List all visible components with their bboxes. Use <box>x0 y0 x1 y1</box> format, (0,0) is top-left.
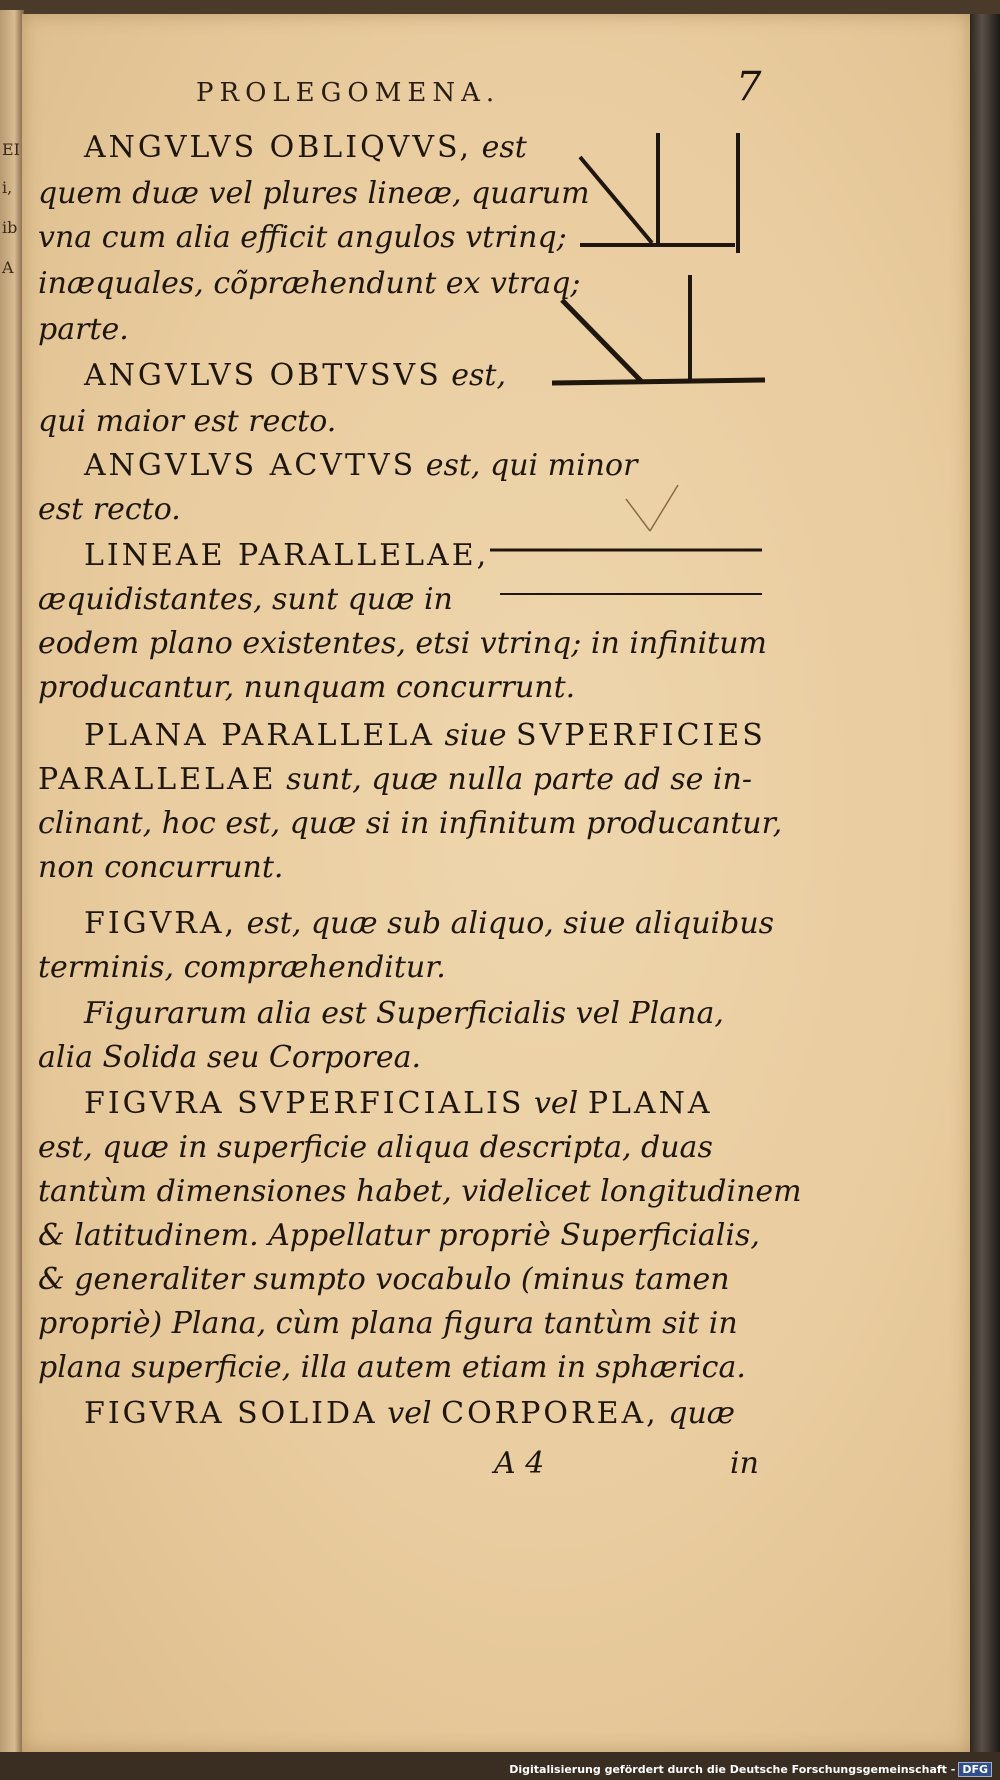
text-line: terminis, compræhenditur. <box>38 950 446 985</box>
text-line: æquidistantes, sunt quæ in <box>38 582 453 617</box>
margin-fragment: i, <box>2 178 13 197</box>
text-line: & latitudinem. Appellatur propriè Superficialis, <box>38 1218 760 1253</box>
text-line: clinant, hoc est, quæ si in infinitum producantur, <box>38 806 783 841</box>
oblique-angle-figure <box>570 125 750 255</box>
text-line: inæquales, cõpræhendunt ex vtraq; <box>38 266 581 301</box>
text-line: FIGVRA SVPERFICIALIS vel PLANA <box>84 1086 713 1121</box>
parallel-lines-figure <box>490 546 770 606</box>
catchword: in <box>730 1446 759 1481</box>
signature-mark: A 4 <box>494 1446 545 1481</box>
dfg-logo: DFG <box>958 1762 992 1777</box>
text-line: est recto. <box>38 492 181 527</box>
text-line: propriè) Plana, cùm plana figura tantùm sit in <box>38 1306 738 1341</box>
book-edge <box>970 14 1000 1752</box>
text-line: & generaliter sumpto vocabulo (minus tamen <box>38 1262 730 1297</box>
text-line: plana superficie, illa autem etiam in sphærica. <box>38 1350 746 1385</box>
running-head: PROLEGOMENA. <box>196 78 501 108</box>
margin-fragment: EI <box>2 140 20 159</box>
digitization-credit: Digitalisierung gefördert durch die Deutsche Forschungsgemeinschaft - DFG <box>509 1762 992 1777</box>
text-line: vna cum alia efficit angulos vtrinq; <box>38 220 567 255</box>
text-line: est, quæ in superficie aliqua descripta, duas <box>38 1130 713 1165</box>
text-line: alia Solida seu Corporea. <box>38 1040 422 1075</box>
text-line: producantur, nunquam concurrunt. <box>38 670 576 705</box>
text-line: LINEAE PARALLELAE, <box>84 538 490 573</box>
obtuse-angle-figure <box>550 270 770 390</box>
text-line: qui maior est recto. <box>38 404 337 439</box>
text-line: parte. <box>38 312 129 347</box>
text-line: eodem plano existentes, etsi vtrinq; in infinitum <box>38 626 767 661</box>
text-line: PLANA PARALLELA siue SVPERFICIES <box>84 718 766 753</box>
margin-fragment: A <box>2 258 14 277</box>
text-line: FIGVRA, est, quæ sub aliquo, siue aliquibus <box>84 906 775 941</box>
text-line: PARALLELAE sunt, quæ nulla parte ad se in- <box>38 762 752 797</box>
text-line: FIGVRA SOLIDA vel CORPOREA, quæ <box>84 1396 735 1431</box>
text-line: ANGVLVS OBTVSVS est, <box>84 358 507 393</box>
text-line: tantùm dimensiones habet, videlicet longitudinem <box>38 1174 802 1209</box>
text-line: ANGVLVS OBLIQVVS, est <box>84 130 527 165</box>
text-line: non concurrunt. <box>38 850 284 885</box>
page-number: 7 <box>736 64 762 110</box>
margin-fragment: ib <box>2 218 18 237</box>
text-line: quem duæ vel plures lineæ, quarum <box>38 176 590 211</box>
text-line: ANGVLVS ACVTVS est, qui minor <box>84 448 638 483</box>
text-line: Figurarum alia est Superficialis vel Plana, <box>84 996 724 1031</box>
